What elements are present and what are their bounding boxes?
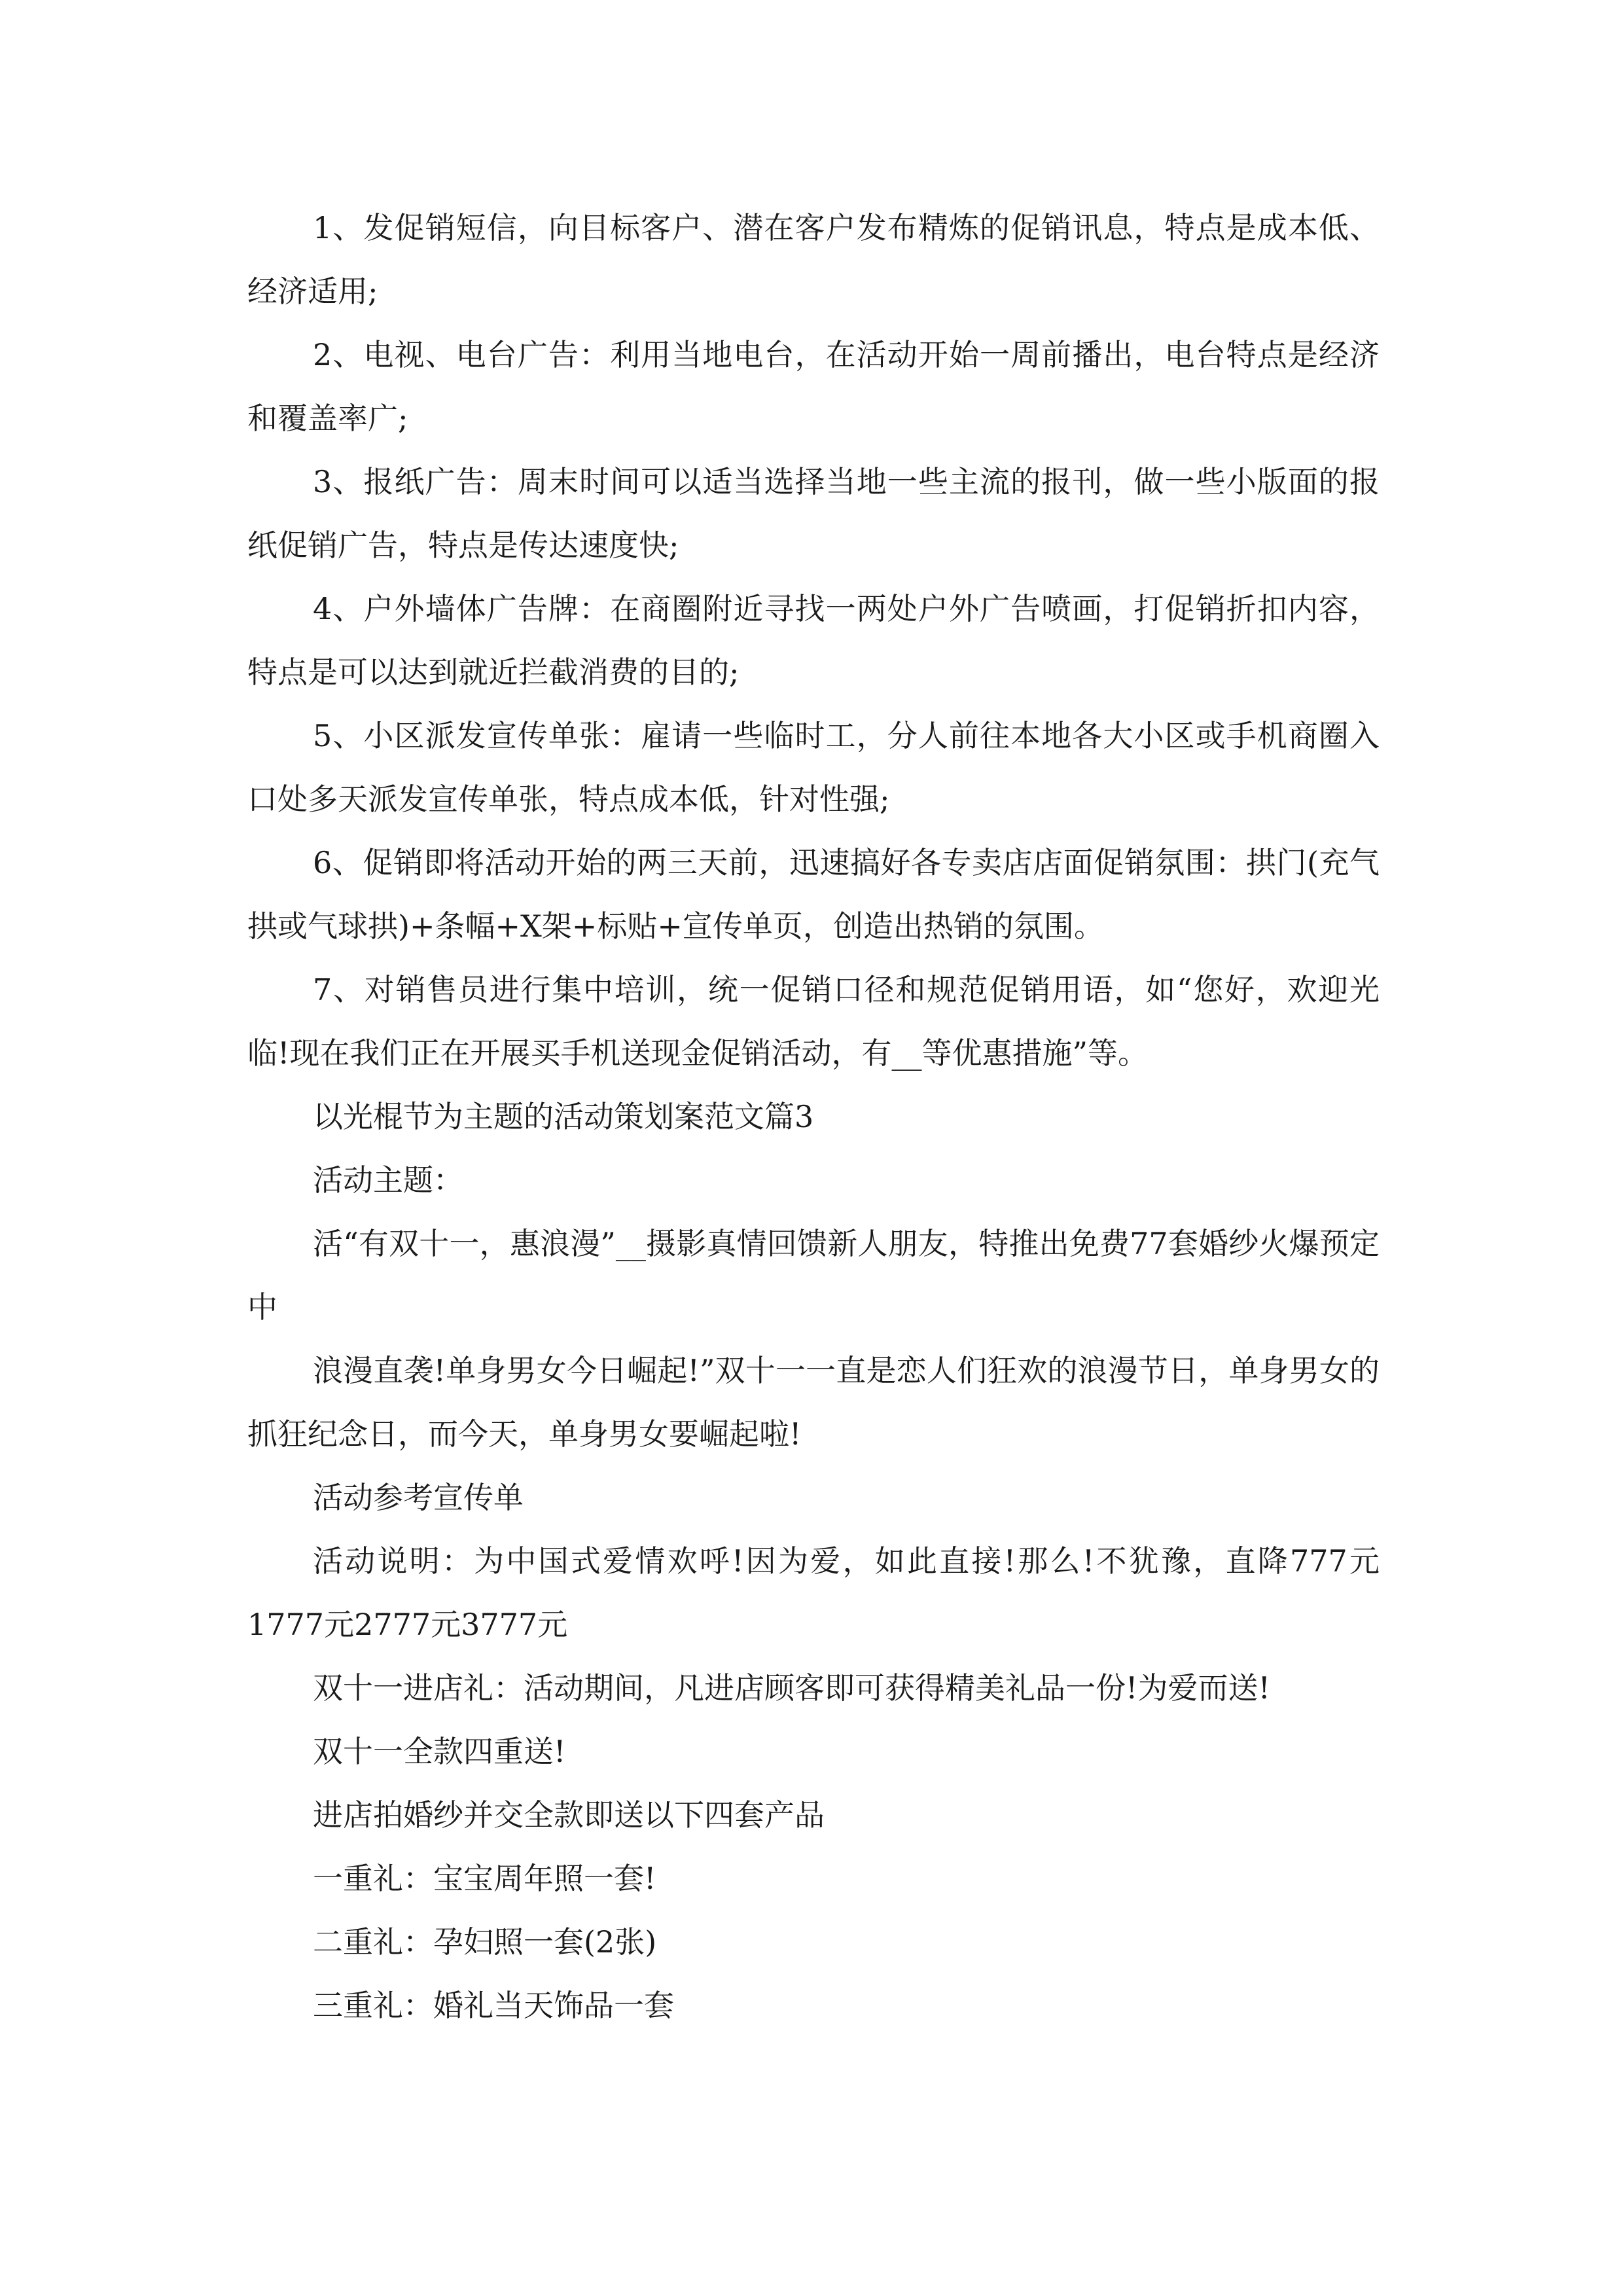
paragraph: 浪漫直袭!单身男女今日崛起!”双十一一直是恋人们狂欢的浪漫节日，单身男女的抓狂纪念日，而今天，单身男女要崛起啦! <box>247 1353 1380 1452</box>
paragraph: 2、电视、电台广告：利用当地电台，在活动开始一周前播出，电台特点是经济和覆盖率广; <box>247 337 1380 436</box>
paragraph: 三重礼：婚礼当天饰品一套 <box>313 1988 674 2023</box>
paragraph: 双十一进店礼：活动期间，凡进店顾客即可获得精美礼品一份!为爱而送! <box>313 1670 1270 1706</box>
paragraph: 活动参考宣传单 <box>313 1480 524 1515</box>
paragraph: 一重礼：宝宝周年照一套! <box>313 1861 656 1896</box>
paragraph: 活“有双十一，惠浪漫”__摄影真情回馈新人朋友，特推出免费77套婚纱火爆预定中 <box>247 1226 1380 1325</box>
paragraph: 活动说明：为中国式爱情欢呼!因为爱，如此直接!那么!不犹豫，直降777元1777元2777元3777元 <box>247 1543 1380 1642</box>
paragraph: 5、小区派发宣传单张：雇请一些临时工，分人前往本地各大小区或手机商圈入口处多天派发宣传单张，特点成本低，针对性强; <box>247 718 1380 817</box>
paragraph: 7、对销售员进行集中培训，统一促销口径和规范促销用语，如“您好，欢迎光临!现在我们正在开展买手机送现金促销活动，有__等优惠措施”等。 <box>247 972 1380 1071</box>
document-body <box>247 196 1380 2037</box>
paragraph: 二重礼：孕妇照一套(2张) <box>313 1924 657 1960</box>
paragraph: 活动主题： <box>313 1162 463 1198</box>
section-heading: 以光棍节为主题的活动策划案范文篇3 <box>313 1099 814 1134</box>
paragraph: 进店拍婚纱并交全款即送以下四套产品 <box>313 1797 825 1833</box>
paragraph: 1、发促销短信，向目标客户、潜在客户发布精炼的促销讯息，特点是成本低、经济适用; <box>247 210 1380 309</box>
paragraph: 4、户外墙体广告牌：在商圈附近寻找一两处户外广告喷画，打促销折扣内容，特点是可以达到就近拦截消费的目的; <box>247 591 1380 690</box>
paragraph: 3、报纸广告：周末时间可以适当选择当地一些主流的报刊，做一些小版面的报纸促销广告，特点是传达速度快; <box>247 464 1380 563</box>
paragraph: 双十一全款四重送! <box>313 1734 566 1769</box>
paragraph: 6、促销即将活动开始的两三天前，迅速搞好各专卖店店面促销氛围：拱门(充气拱或气球拱)+条幅+X架+标贴+宣传单页，创造出热销的氛围。 <box>247 845 1380 944</box>
